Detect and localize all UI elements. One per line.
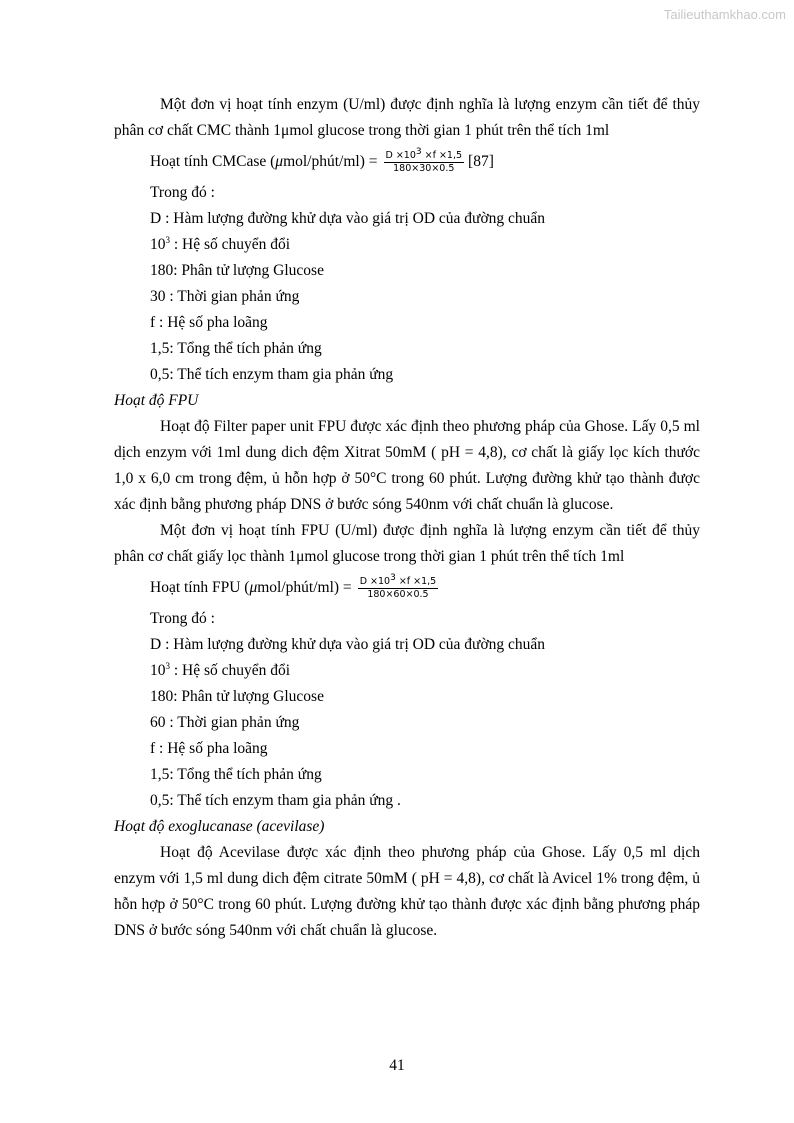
where-label: Trong đó : xyxy=(150,610,215,627)
fpu-definition: Một đơn vị hoạt tính FPU (U/ml) được định nghĩa là lượng enzym cần tiết để thủy phân cơ chất giấy lọc thành 1μmol glucose trong thời gian 1 phút trên thể tích 1ml xyxy=(114,522,700,565)
document-body xyxy=(114,92,700,944)
where-label: Trong đó : xyxy=(150,184,215,201)
legend-item: 180: Phân tử lượng Glucose xyxy=(150,688,324,705)
legend-item: D : Hàm lượng đường khử dựa vào giá trị OD của đường chuẩn xyxy=(150,636,546,653)
mu-symbol: μ xyxy=(275,153,284,170)
legend-item: 30 : Thời gian phản ứng xyxy=(150,288,300,305)
legend-item: 1,5: Tổng thể tích phản ứng xyxy=(150,766,322,783)
watermark: Tailieuthamkhao.com xyxy=(663,7,786,22)
legend-item: 0,5: Thể tích enzym tham gia phản ứng xyxy=(150,366,394,383)
section-heading-exoglucanase: Hoạt độ exoglucanase (acevilase) xyxy=(114,818,325,835)
cmc-formula xyxy=(114,144,700,180)
mu-symbol: μ xyxy=(249,579,258,596)
cmc-formula-label-post: mol/phút/ml) = xyxy=(283,153,378,170)
legend-item: 60 : Thời gian phản ứng xyxy=(150,714,300,731)
legend-item-exponent: $10^3$ : Hệ số chuyển đổi xyxy=(150,234,291,253)
legend-item: 0,5: Thể tích enzym tham gia phản ứng . xyxy=(150,792,401,809)
legend-item-exponent: $10^3$ : Hệ số chuyển đổi xyxy=(150,660,291,679)
citation: [87] xyxy=(468,153,494,170)
fraction-numerator: $D \times 10^3 \times f \times 1,5$ xyxy=(359,572,437,587)
exo-method: Hoạt độ Acevilase được xác định theo phương pháp của Ghose. Lấy 0,5 ml dịch enzym với 1,5 ml dung dich đệm citrate 50mM ( pH = 4,8), cơ chất là Avicel 1% trong đệm, ủ hỗn hợp ở 50°C trong 60 phút. Lượng đường khử tạo thành được xác định bằng phương pháp DNS ở bước sóng 540nm với chất chuẩn là glucose. xyxy=(114,844,700,939)
fpu-formula-label-pre: Hoạt tính FPU ( xyxy=(150,579,250,596)
fraction-numerator: $D \times 10^3 \times f \times 1,5$ xyxy=(385,146,463,161)
legend-item: 1,5: Tổng thể tích phản ứng xyxy=(150,340,322,357)
legend-item: f : Hệ số pha loãng xyxy=(150,740,268,757)
cmc-formula-label-pre: Hoạt tính CMCase ( xyxy=(150,153,276,170)
section-heading-fpu: Hoạt độ FPU xyxy=(114,392,199,409)
page-number: 41 xyxy=(389,1057,405,1074)
fpu-formula-fraction xyxy=(358,572,439,601)
fpu-method: Hoạt độ Filter paper unit FPU được xác định theo phương pháp của Ghose. Lấy 0,5 ml dịch enzym với 1ml dung dich đệm Xitrat 50mM ( pH = 4,8), cơ chất là giấy lọc kích thước 1,0 x 6,0 cm trong đệm, ủ hỗn hợp ở 50°C trong 60 phút. Lượng đường khử tạo thành được xác định bằng phương pháp DNS ở bước sóng 540nm với chất chuẩn là glucose. xyxy=(114,418,700,513)
cmc-formula-fraction xyxy=(384,146,465,175)
fraction-denominator: 180×30×0.5 xyxy=(393,162,455,174)
cmc-definition: Một đơn vị hoạt tính enzym (U/ml) được định nghĩa là lượng enzym cần tiết để thủy phân cơ chất CMC thành 1μmol glucose trong thời gian 1 phút trên thể tích 1ml xyxy=(114,96,700,139)
fpu-formula-label-post: mol/phút/ml) = xyxy=(257,579,352,596)
legend-item: f : Hệ số pha loãng xyxy=(150,314,268,331)
legend-item: D : Hàm lượng đường khử dựa vào giá trị OD của đường chuẩn xyxy=(150,210,546,227)
legend-item: 180: Phân tử lượng Glucose xyxy=(150,262,324,279)
fpu-formula xyxy=(114,570,700,606)
fraction-denominator: 180×60×0.5 xyxy=(367,588,429,600)
